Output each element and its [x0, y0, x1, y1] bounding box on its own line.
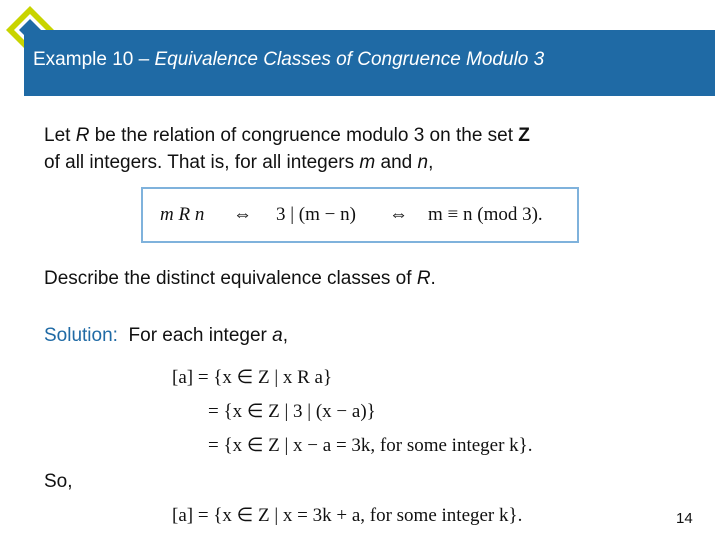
page-number: 14: [676, 510, 693, 527]
equation-part-2: 3 | (m − n): [276, 204, 356, 225]
var-n: n: [417, 152, 429, 173]
task-text: Describe the distinct equivalence classes of: [44, 268, 417, 289]
intro-text: of all integers. That is, for all integers: [44, 152, 360, 173]
slide-title: [33, 49, 544, 71]
so-label: So,: [44, 471, 73, 492]
solution-text: For each integer: [128, 325, 273, 346]
intro-line-1: [44, 123, 530, 149]
title-italic: Equivalence Classes of Congruence Modulo 3: [154, 49, 545, 70]
intro-line-2: [44, 150, 433, 176]
intro-text: Let: [44, 125, 76, 146]
iff-arrow-2: ⇔: [389, 204, 408, 225]
relation-symbol: R: [75, 125, 90, 146]
solution-label: Solution:: [44, 325, 118, 346]
title-prefix: Example 10 –: [33, 49, 155, 70]
derivation-line-2: = {x ∈ Z | 3 | (x − a)}: [208, 401, 376, 422]
relation-symbol: R: [416, 268, 431, 289]
derivation-line-1: [a] = {x ∈ Z | x R a}: [172, 367, 333, 388]
task-line: [44, 266, 436, 292]
iff-arrow-1: ⇔: [233, 204, 252, 225]
var-m: m: [359, 152, 376, 173]
equation-part-1: m R n: [160, 204, 205, 225]
task-end: .: [430, 268, 436, 289]
var-a: a: [272, 325, 283, 346]
intro-text: and: [375, 152, 418, 173]
derivation-line-3: = {x ∈ Z | x − a = 3k, for some integer k}.: [208, 435, 533, 456]
intro-text: ,: [428, 152, 434, 173]
intro-text: be the relation of congruence modulo 3 on the set: [89, 125, 519, 146]
equation-part-3: m ≡ n (mod 3).: [428, 204, 543, 225]
result-equation: [a] = {x ∈ Z | x = 3k + a, for some integer k}.: [172, 505, 523, 526]
integers-symbol: Z: [518, 125, 530, 146]
solution-end: ,: [282, 325, 289, 346]
solution-line: [44, 323, 288, 349]
